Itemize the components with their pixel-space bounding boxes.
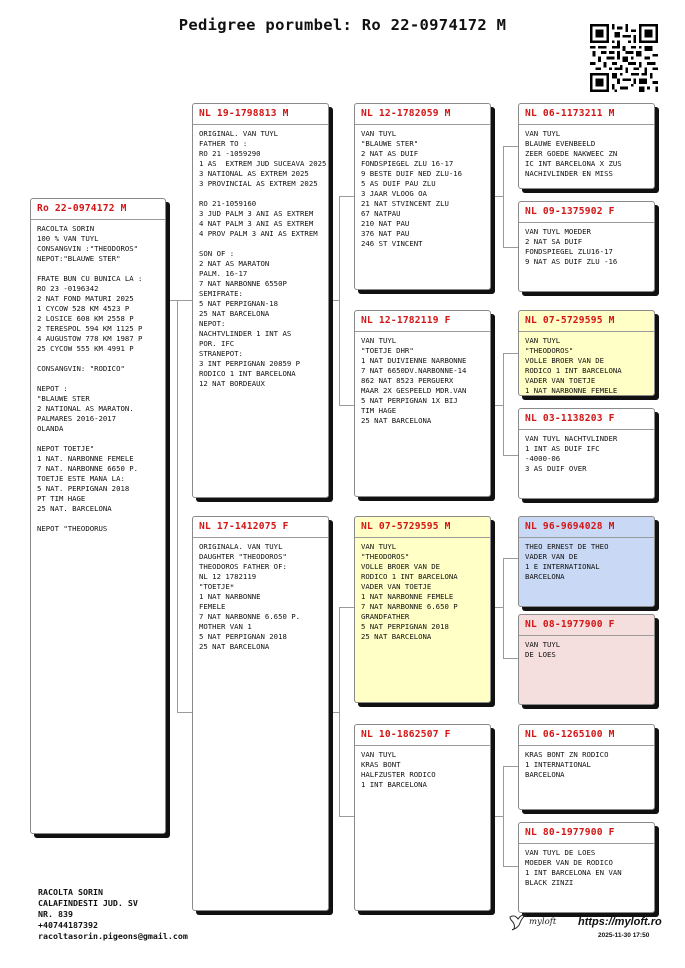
connector-line (329, 712, 339, 713)
ring-number: NL 09-1375902 F (525, 206, 615, 217)
pigeon-details: VAN TUYL MOEDER 2 NAT SA DUIF FONDSPIEGEL ZLU16-17 9 NAT AS DUIF ZLU -16 (525, 227, 618, 266)
pigeon-details: ORIGINALA. VAN TUYL DAUGHTER "THEODOROS" THEODOROS FATHER OF: NL 12 1782119 "TOETJE* 1 NAT NARBONNE FEMELE 7 NAT NARBONNE 6.650 P. MOTHER VAN 1 5 NAT PERPIGNAN 2018 25 NAT BARCELONA (199, 542, 301, 651)
connector-line (329, 300, 339, 301)
connector-line (339, 607, 340, 817)
ring-number: NL 12-1782119 F (361, 315, 451, 326)
logo-text: myloft (529, 917, 557, 927)
pigeon-card-sds (518, 310, 655, 396)
ring-number: NL 12-1782059 M (361, 108, 451, 119)
pigeon-details: VAN TUYL DE LOES (525, 640, 561, 659)
divider (355, 745, 490, 746)
connector-line (503, 353, 504, 456)
connector-line (503, 146, 504, 248)
connector-line (503, 558, 504, 659)
connector-line (491, 607, 503, 608)
connector-line (177, 300, 178, 713)
connector-line (339, 607, 354, 608)
pigeon-card-ddd (518, 822, 655, 913)
divider (31, 219, 165, 220)
connector-line (339, 196, 340, 406)
connector-line (177, 712, 192, 713)
ring-number: NL 19-1798813 M (199, 108, 289, 119)
pigeon-card-sss (518, 103, 655, 189)
pigeon-card-dam (192, 516, 329, 911)
divider (519, 635, 654, 636)
divider (519, 537, 654, 538)
connector-line (503, 658, 518, 659)
connector-line (339, 816, 354, 817)
pigeon-card-ssd (518, 201, 655, 292)
page-title: Pedigree porumbel: Ro 22-0974172 M (178, 16, 507, 34)
pigeon-logo-icon (508, 913, 528, 931)
ring-number: NL 17-1412075 F (199, 521, 289, 532)
connector-line (166, 300, 177, 301)
ring-number: NL 06-1265100 M (525, 729, 615, 740)
pigeon-details: VAN TUYL NACHTVLINDER 1 INT AS DUIF IFC -4000-06 3 AS DUIF OVER (525, 434, 618, 473)
pigeon-card-subject (30, 198, 166, 834)
pigeon-details: THEO ERNEST DE THEO VADER VAN DE 1 E INTERNATIONAL BARCELONA (525, 542, 609, 581)
ring-number: NL 06-1173211 M (525, 108, 615, 119)
connector-line (503, 558, 518, 559)
pigeon-details: VAN TUYL BLAUWE EVENBEELD ZEER GOEDE NAKWEEC ZN IC INT BARCELONA X ZUS NACHIVLINDER EN MISS (525, 129, 622, 178)
divider (519, 124, 654, 125)
ring-number: NL 10-1862507 F (361, 729, 451, 740)
generated-date: 2025-11-30 17:50 (598, 932, 650, 939)
connector-line (339, 405, 354, 406)
divider (355, 331, 490, 332)
pigeon-details: VAN TUYL "THEODOROS" VOLLE BROER VAN DE RODICO 1 INT BARCELONA VADER VAN TOETJE 1 NAT NARBONNE FEMELE (525, 336, 622, 395)
pigeon-card-dam-dam (354, 724, 491, 911)
ring-number: NL 03-1138203 F (525, 413, 615, 424)
pigeon-card-sire-dam (354, 310, 491, 497)
ring-number: NL 07-5729595 M (361, 521, 451, 532)
pigeon-details: VAN TUYL DE LOES MOEDER VAN DE RODICO 1 INT BARCELONA EN VAN BLACK ZINZI (525, 848, 622, 887)
connector-line (503, 766, 504, 867)
connector-line (491, 405, 503, 406)
pigeon-details: VAN TUYL KRAS BONT HALFZUSTER RODICO 1 INT BARCELONA (361, 750, 436, 789)
ring-number: NL 96-9694028 M (525, 521, 615, 532)
ring-number: NL 08-1977900 F (525, 619, 615, 630)
ring-number: NL 07-5729595 M (525, 315, 615, 326)
qr-code (590, 24, 658, 92)
pigeon-card-dam-sire (354, 516, 491, 703)
pigeon-details: ORIGINAL. VAN TUYL FATHER TO : RO 21 -1059290 1 AS EXTREM JUD SUCEAVA 2025 3 NATIONAL AS EXTREM 2025 3 PROVINCIAL AS EXTREM 2025 RO 21-1059160 3 JUD PALM 3 ANI AS EXTREM 4 NAT PALM 3 ANI AS EXTREM 4 PROV PALM 3 ANI AS EXTREM SON OF : 2 NAT AS MARATON PALM. 16-17 7 NAT NARBONNE 6550P SEMIFRATE: 5 NAT PERPIGNAN-18 25 NAT BARCELONA NEPOT: NACHTVLINDER 1 INT AS POR. IFC STRANEPOT: 3 INT PERPIGNAN 20859 P RODICO 1 INT BARCELONA 12 NAT BORDEAUX (199, 129, 327, 388)
connector-line (177, 300, 192, 301)
pigeon-card-dds (518, 724, 655, 810)
myloft-logo (508, 913, 556, 931)
pigeon-card-sire-sire (354, 103, 491, 290)
website-link[interactable]: https://myloft.ro (578, 916, 662, 928)
pigeon-details: KRAS BONT ZN RODICO 1 INTERNATIONAL BARCELONA (525, 750, 609, 779)
pigeon-card-dss (518, 516, 655, 607)
pigeon-details: VAN TUYL "THEODOROS" VOLLE BROER VAN DE RODICO 1 INT BARCELONA VADER VAN TOETJE 1 NAT NARBONNE FEMELE 7 NAT NARBONNE 6.650 P GRANDFATHER 5 NAT PERPIGNAN 2018 25 NAT BARCELONA (361, 542, 458, 641)
pigeon-details: VAN TUYL "TOETJE DHR" 1 NAT DUIVIENNE NARBONNE 7 NAT 6650DV.NARBONNE-14 862 NAT 8523 PERGUERX MAAR 2X GESPEELD MDR.VAN 5 NAT PERPIGNAN 1X BIJ TIM HAGE 25 NAT BARCELONA (361, 336, 467, 425)
divider (519, 331, 654, 332)
breeder-contact: RACOLTA SORIN CALAFINDESTI JUD. SV NR. 839 +40744187392 racoltasorin.pigeons@gmail.com (38, 887, 188, 941)
connector-line (503, 866, 518, 867)
pigeon-card-dsd (518, 614, 655, 705)
pigeon-details: VAN TUYL "BLAUWE STER" 2 NAT AS DUIF FONDSPIEGEL ZLU 16-17 9 BESTE DUIF NED ZLU-16 5 AS DUIF PAU ZLU 3 JAAR VLOOG OA 21 NAT STVINCENT ZLU 67 NATPAU 210 NAT PAU 376 NAT PAU 246 ST VINCENT (361, 129, 463, 248)
divider (519, 429, 654, 430)
pigeon-card-sire (192, 103, 329, 498)
connector-line (491, 196, 503, 197)
connector-line (339, 196, 354, 197)
divider (519, 222, 654, 223)
connector-line (503, 455, 518, 456)
connector-line (503, 146, 518, 147)
divider (355, 124, 490, 125)
connector-line (503, 247, 518, 248)
connector-line (503, 353, 518, 354)
divider (355, 537, 490, 538)
ring-number: Ro 22-0974172 M (37, 203, 127, 214)
pigeon-details: RACOLTA SORIN 100 % VAN TUYL CONSANGVIN :"THEODOROS" NEPOT:"BLAUWE STER" FRATE BUN CU BUNICA LA : RO 23 -0196342 2 NAT FOND MATURI 2025 1 CYCOW 528 KM 4523 P 2 LOSICE 608 KM 2558 P 2 TERESPOL 594 KM 1125 P 4 AUGUSTOW 778 KM 1987 P 25 CYCOW 555 KM 4991 P CONSANGVIN: "RODICO" NEPOT : "BLAUWE STER 2 NATIONAL AS MARATON. PALMARES 2016-2017 OLANDA NEPOT TOETJE" 1 NAT. NARBONNE FEMELE 7 NAT. NARBONNE 6650 P. TOETJE ESTE MANA LA: 5 NAT. PERPIGNAN 2018 PT TIM HAGE 25 NAT. BARCELONA NEPOT "THEODORUS (37, 224, 143, 533)
divider (519, 745, 654, 746)
pigeon-card-sdd (518, 408, 655, 499)
divider (519, 843, 654, 844)
ring-number: NL 80-1977900 F (525, 827, 615, 838)
divider (193, 537, 328, 538)
connector-line (491, 816, 503, 817)
connector-line (503, 766, 518, 767)
divider (193, 124, 328, 125)
